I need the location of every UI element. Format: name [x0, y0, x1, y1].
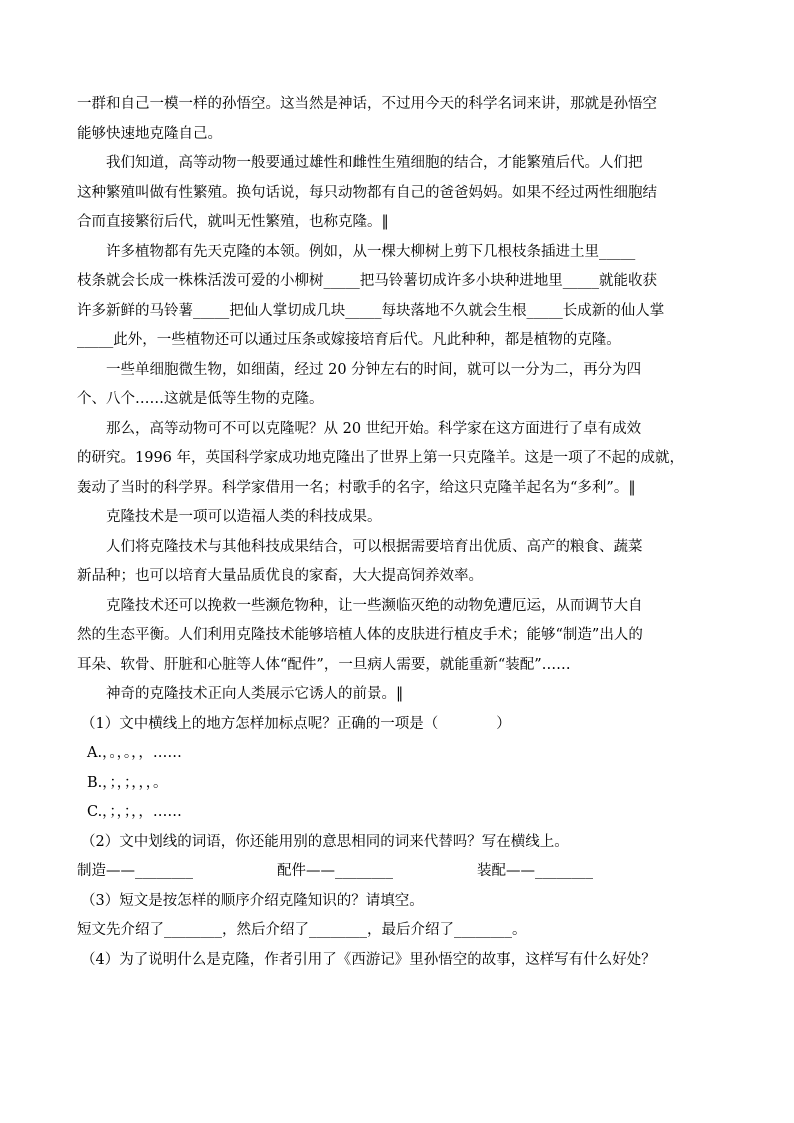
text-line: 人们将克隆技术与其他科技成果结合，可以根据需要培育出优质、高产的粮食、蔬菜 — [77, 538, 643, 555]
option-a: A.，。，。，，…… — [87, 745, 182, 761]
question-3: （3）短文是按怎样的顺序介绍克隆知识的？请填空。 — [81, 892, 424, 909]
question-2: （2）文中划线的词语，你还能用别的意思相同的词来代替吗？写在横线上。 — [81, 833, 569, 850]
text-line: 耳朵、软骨、肝脏和心脏等人体“配件”，一旦病人需要，就能重新“装配”…… — [77, 656, 571, 673]
text-line: _____此外，一些植物还可以通过压条或嫁接培育后代。凡此种种，都是植物的克隆。 — [77, 332, 621, 348]
text-line: 神奇的克隆技术正向人类展示它诱人的前景。‖ — [77, 686, 404, 702]
text-line: 新品种；也可以培育大量品质优良的家畜，大大提高饲养效率。 — [77, 568, 483, 584]
text-line: 那么，高等动物可不可以克隆呢？从 20 世纪开始。科学家在这方面进行了卓有成效 — [77, 420, 642, 437]
text-line: 克隆技术是一项可以造福人类的科技成果。 — [77, 509, 382, 525]
text-line: 许多新鲜的马铃薯_____把仙人掌切成几块_____每块落地不久就会生根_____长成新的仙人掌 — [77, 302, 665, 319]
text-line: 一些单细胞微生物，如细菌，经过 20 分钟左右的时间，就可以一分为二，再分为四 — [77, 361, 642, 378]
text-line: 轰动了当时的科学界。科学家借用一名；村歌手的名字，给这只克隆羊起名为“多利”。‖ — [77, 479, 636, 496]
text-line: 枝条就会长成一株株活泼可爱的小柳树_____把马铃薯切成许多小块种进地里_____就能收获 — [77, 273, 657, 289]
document-body — [77, 90, 717, 975]
question-4: （4）为了说明什么是克隆，作者引用了《西游记》里孙悟空的故事，这样写有什么好处？ — [81, 951, 656, 968]
text-line: 的研究。1996 年，英国科学家成功地克隆出了世界上第一只克隆羊。这是一项了不起的成就， — [77, 450, 685, 466]
synonym-blanks — [77, 857, 717, 887]
text-line: 我们知道，高等动物一般要通过雄性和雌性生殖细胞的结合，才能繁殖后代。人们把 — [77, 155, 643, 171]
text-line: 能够快速地克隆自己。 — [77, 125, 222, 142]
text-line: 克隆技术还可以挽救一些濒危物种，让一些濒临灭绝的动物免遭厄运，从而调节大自 — [77, 597, 643, 614]
text-line: 许多植物都有先天克隆的本领。例如，从一棵大柳树上剪下几根枝条插进土里_____ — [77, 243, 636, 260]
synonym-peijian: 配件——________ — [277, 863, 393, 879]
text-line: 合而直接繁衍后代，就叫无性繁殖，也称克隆。‖ — [77, 214, 389, 230]
text-line: 然的生态平衡。人们利用克隆技术能够培植人体的皮肤进行植皮手术；能够“制造”出人的 — [77, 627, 643, 643]
option-c: C.，；，；，，…… — [87, 804, 182, 820]
option-b: B.，；，；，，，。 — [87, 774, 168, 791]
text-line: 一群和自己一模一样的孙悟空。这当然是神话，不过用今天的科学名词来讲，那就是孙悟空 — [77, 96, 657, 112]
synonym-zhuangpei: 装配——________ — [477, 863, 593, 879]
text-line: 个、八个……这就是低等生物的克隆。 — [77, 391, 324, 407]
synonym-zhizao: 制造——________ — [77, 863, 193, 879]
question-1: （1）文中横线上的地方怎样加标点呢？正确的一项是（ ） — [81, 715, 511, 732]
order-fill-blank: 短文先介绍了________，然后介绍了________，最后介绍了________。 — [77, 922, 527, 938]
text-line: 这种繁殖叫做有性繁殖。换句话说，每只动物都有自己的爸爸妈妈。如果不经过两性细胞结 — [77, 184, 657, 201]
